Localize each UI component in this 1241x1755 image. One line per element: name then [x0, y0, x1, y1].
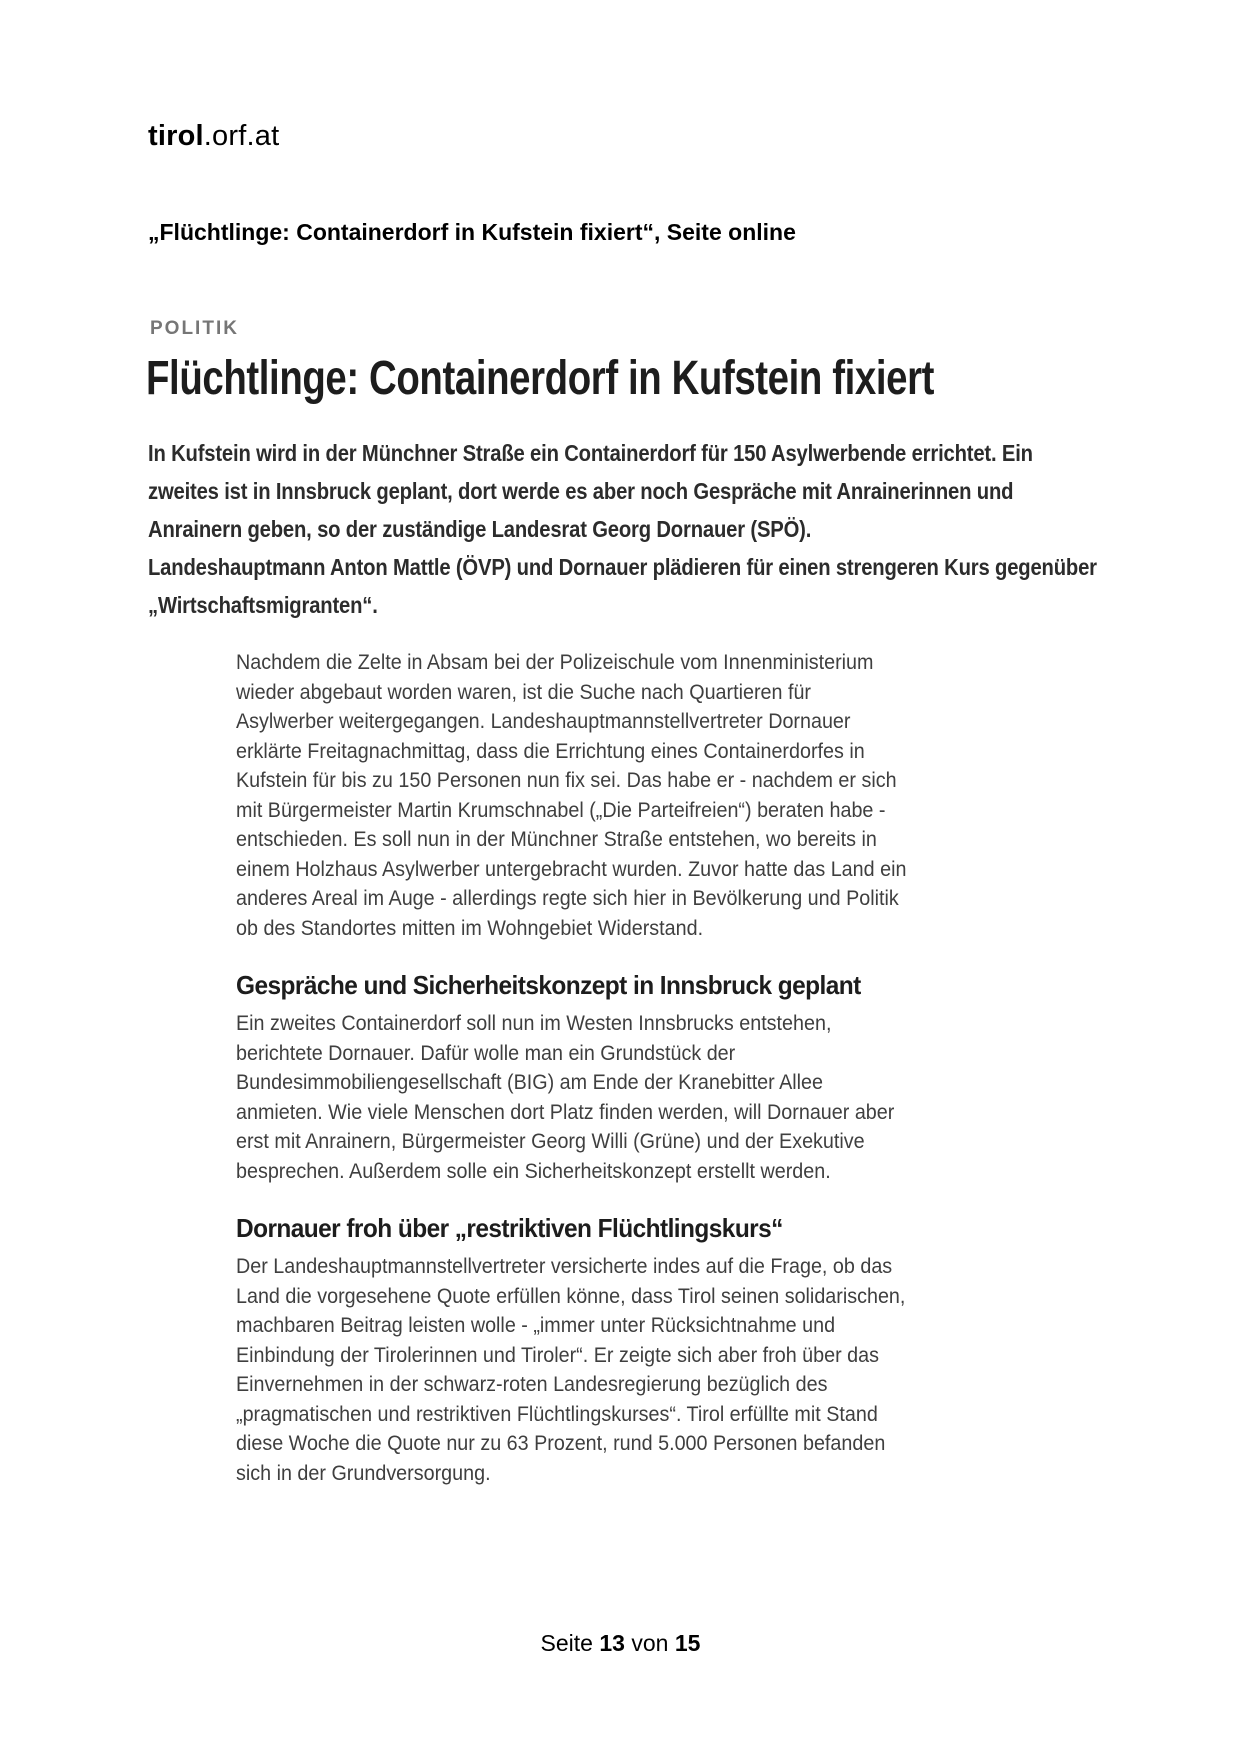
article-body: [236, 648, 907, 1488]
body-paragraph: Ein zweites Containerdorf soll nun im Westen Innsbrucks entstehen, berichtete Dornauer. Dafür wolle man ein Grundstück der Bundesimmobiliengesellschaft (BIG) am Ende der Kranebitter Allee anmieten. Wie viele Menschen dort Platz finden werden, will Dornauer aber erst mit Anrainern, Bürgermeister Georg Willi (Grüne) und der Exekutive besprechen. Außerdem solle ein Sicherheitskonzept erstellt werden.: [236, 1012, 895, 1183]
site-logo-bold: tirol: [148, 120, 204, 152]
page-footer: [0, 1630, 1241, 1657]
body-paragraph: Der Landeshauptmannstellvertreter versicherte indes auf die Frage, ob das Land die vorgesehene Quote erfüllen könne, dass Tirol seinen solidarischen, machbaren Beitrag leisten wolle - „immer unter Rücksichtnahme und Einbindung der Tirolerinnen und Tiroler“. Er zeigte sich aber froh über das Einvernehmen in der schwarz-roten Landesregierung bezüglich des „pragmatischen und restriktiven Flüchtlingskurses“. Tirol erfüllte mit Stand diese Woche die Quote nur zu 63 Prozent, rund 5.000 Personen befanden sich in der Grundversorgung.: [236, 1255, 906, 1485]
category-label: POLITIK: [150, 318, 239, 339]
article-lead: [148, 434, 1098, 624]
site-logo: [148, 120, 279, 153]
section-heading: Gespräche und Sicherheitskonzept in Innsbruck geplant: [236, 970, 861, 1000]
document-heading: „Flüchtlinge: Containerdorf in Kufstein fixiert“, Seite online: [148, 219, 796, 245]
lead-paragraph: Landeshauptmann Anton Mattle (ÖVP) und Dornauer plädieren für einen strengeren Kurs gegenüber „Wirtschaftsmigranten“.: [148, 554, 1097, 618]
footer-page-number: 13: [599, 1630, 625, 1656]
article-title: [146, 352, 1131, 406]
article-title-text: Flüchtlinge: Containerdorf in Kufstein fixiert: [146, 352, 934, 405]
section-heading: Dornauer froh über „restriktiven Flüchtlingskurs“: [236, 1213, 783, 1243]
footer-total-pages: 15: [674, 1630, 701, 1656]
body-paragraph: Nachdem die Zelte in Absam bei der Polizeischule vom Innenministerium wieder abgebaut worden waren, ist die Suche nach Quartieren für Asylwerber weitergegangen. Landeshauptmannstellvertreter Dornauer erklärte Freitagnachmittag, dass die Errichtung eines Containerdorfes in Kufstein für bis zu 150 Personen nun fix sei. Das habe er - nachdem er sich mit Bürgermeister Martin Krumschnabel („Die Parteifreien“) beraten habe - entschieden. Es soll nun in der Münchner Straße entstehen, wo bereits in einem Holzhaus Asylwerber untergebracht wurden. Zuvor hatte das Land ein anderes Areal im Auge - allerdings regte sich hier in Bevölkerung und Politik ob des Standortes mitten im Wohngebiet Widerstand.: [236, 651, 907, 940]
site-logo-rest: .orf.at: [203, 120, 280, 152]
footer-label-of: von: [631, 1630, 669, 1656]
lead-paragraph: In Kufstein wird in der Münchner Straße ein Containerdorf für 150 Asylwerbende errichtet. Ein zweites ist in Innsbruck geplant, dort werde es aber noch Gespräche mit Anrainerinnen und Anrainern geben, so der zuständige Landesrat Georg Dornauer (SPÖ).: [148, 440, 1033, 542]
footer-label-page: Seite: [540, 1630, 593, 1656]
